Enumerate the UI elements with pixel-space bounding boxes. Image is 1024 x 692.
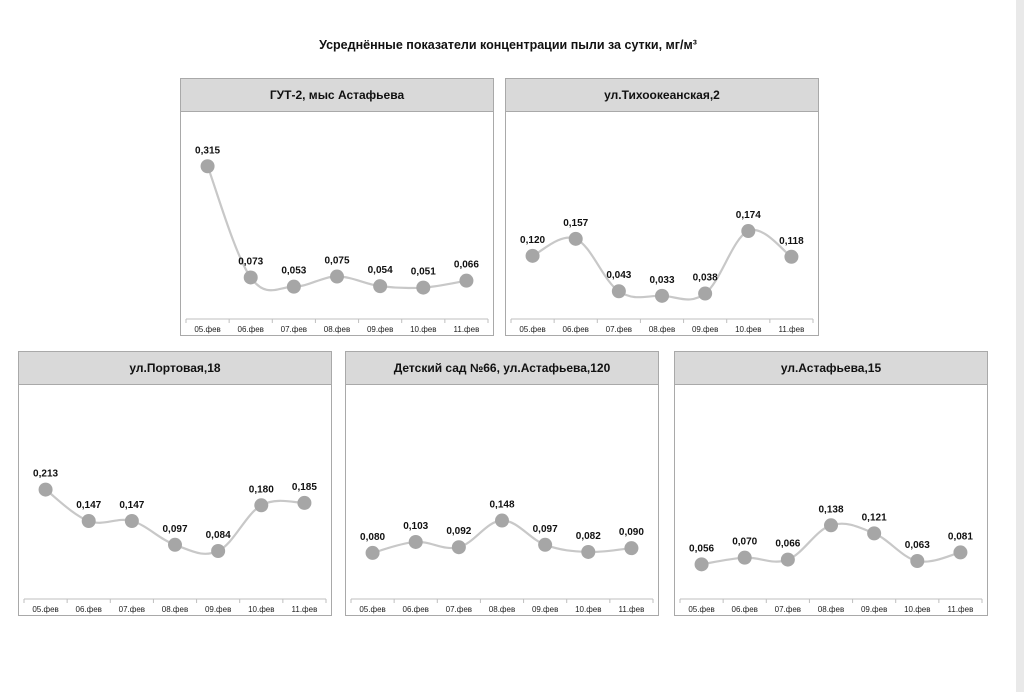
data-point: [244, 270, 258, 284]
chart-plot: [675, 385, 987, 615]
data-label: 0,054: [367, 265, 393, 277]
data-label: 0,033: [649, 274, 675, 286]
category-label: 09.фев: [691, 325, 719, 334]
category-label: 10.фев: [248, 605, 275, 614]
data-point: [459, 274, 473, 288]
data-point: [125, 514, 139, 528]
data-point: [495, 514, 509, 528]
data-point: [409, 535, 423, 549]
data-point: [910, 554, 924, 568]
data-label: 0,063: [904, 540, 930, 551]
chart-plot: [181, 112, 493, 335]
data-point: [366, 546, 380, 560]
data-point: [824, 518, 838, 532]
chart-plot: [506, 112, 818, 335]
category-label: 09.фев: [366, 325, 394, 334]
chart-title: ул.Портовая,18: [19, 352, 331, 385]
chart-panel-tikhookeanskaya: [505, 78, 819, 336]
data-point: [781, 553, 795, 567]
category-label: 07.фев: [445, 605, 473, 614]
category-label: 10.фев: [575, 605, 602, 614]
data-label: 0,056: [689, 543, 715, 555]
chart-title: ул.Тихоокеанская,2: [506, 79, 818, 112]
category-label: 07.фев: [280, 325, 308, 334]
data-point: [452, 540, 466, 554]
data-point: [39, 483, 53, 497]
category-label: 05.фев: [32, 605, 59, 614]
data-point: [581, 545, 595, 559]
data-point: [526, 249, 540, 263]
data-label: 0,070: [732, 536, 758, 548]
category-label: 11.фев: [778, 325, 805, 334]
data-point: [784, 250, 798, 264]
data-point: [416, 281, 430, 295]
category-label: 09.фев: [204, 605, 232, 614]
page-edge-strip: [1016, 0, 1024, 692]
chart-title: ГУТ-2, мыс Астафьева: [181, 79, 493, 112]
chart-plot: [19, 385, 331, 615]
data-label: 0,080: [360, 531, 386, 543]
data-label: 0,148: [489, 499, 515, 511]
data-point: [211, 544, 225, 558]
category-label: 05.фев: [359, 605, 386, 614]
data-label: 0,073: [238, 256, 264, 268]
data-point: [287, 280, 301, 294]
data-label: 0,157: [563, 217, 589, 229]
data-point: [698, 287, 712, 301]
data-label: 0,066: [775, 538, 801, 550]
data-label: 0,084: [205, 530, 231, 541]
data-point: [867, 526, 881, 540]
data-label: 0,066: [453, 259, 479, 271]
data-label: 0,120: [520, 234, 546, 246]
category-label: 11.фев: [453, 325, 480, 334]
category-label: 08.фев: [323, 325, 351, 334]
data-point: [624, 541, 638, 555]
category-label: 08.фев: [648, 325, 676, 334]
data-label: 0,147: [119, 500, 145, 511]
category-label: 11.фев: [291, 605, 318, 614]
category-label: 08.фев: [817, 605, 845, 614]
data-point: [741, 224, 755, 238]
data-label: 0,053: [281, 265, 307, 277]
category-label: 09.фев: [531, 605, 559, 614]
category-label: 07.фев: [118, 605, 146, 614]
data-label: 0,043: [606, 270, 632, 282]
category-label: 08.фев: [161, 605, 189, 614]
data-point: [201, 159, 215, 173]
category-label: 05.фев: [688, 605, 715, 614]
category-label: 05.фев: [194, 325, 221, 334]
category-label: 06.фев: [562, 325, 589, 334]
data-label: 0,315: [195, 145, 221, 157]
data-point: [695, 557, 709, 571]
data-label: 0,090: [618, 527, 644, 539]
data-label: 0,138: [818, 504, 844, 516]
category-label: 06.фев: [731, 605, 758, 614]
category-label: 09.фев: [860, 605, 888, 614]
category-label: 07.фев: [774, 605, 802, 614]
data-label: 0,097: [532, 523, 558, 535]
data-label: 0,213: [33, 468, 59, 480]
category-label: 10.фев: [904, 605, 931, 614]
data-point: [612, 284, 626, 298]
data-point: [538, 538, 552, 552]
chart-panel-astafyeva-15: [674, 351, 988, 616]
category-label: 06.фев: [402, 605, 429, 614]
chart-title: ул.Астафьева,15: [675, 352, 987, 385]
data-label: 0,121: [861, 512, 887, 524]
data-label: 0,097: [162, 523, 188, 535]
category-label: 10.фев: [735, 325, 762, 334]
category-label: 08.фев: [488, 605, 516, 614]
data-label: 0,051: [410, 266, 436, 278]
data-point: [330, 270, 344, 284]
data-point: [168, 538, 182, 552]
page-title: Усреднённые показатели концентрации пыли за сутки, мг/м³: [319, 38, 697, 52]
data-point: [953, 545, 967, 559]
category-label: 10.фев: [410, 325, 437, 334]
category-label: 06.фев: [237, 325, 264, 334]
data-point: [297, 496, 311, 510]
data-label: 0,118: [779, 235, 804, 247]
category-label: 05.фев: [519, 325, 546, 334]
data-label: 0,075: [324, 255, 350, 267]
data-label: 0,082: [575, 530, 601, 542]
chart-panel-portovaya: [18, 351, 332, 616]
data-point: [655, 289, 669, 303]
data-point: [569, 232, 583, 246]
category-label: 11.фев: [947, 605, 974, 614]
data-label: 0,038: [692, 272, 718, 284]
data-point: [82, 514, 96, 528]
data-label: 0,180: [248, 484, 274, 496]
category-label: 07.фев: [605, 325, 633, 334]
data-point: [254, 498, 268, 512]
data-label: 0,185: [291, 481, 317, 493]
category-label: 06.фев: [75, 605, 102, 614]
data-label: 0,081: [947, 531, 973, 543]
chart-panel-kindergarten-66: [345, 351, 659, 616]
category-label: 11.фев: [618, 605, 645, 614]
data-label: 0,174: [735, 210, 761, 222]
data-label: 0,103: [403, 520, 429, 532]
chart-title: Детский сад №66, ул.Астафьева,120: [346, 352, 658, 385]
data-label: 0,147: [76, 500, 102, 511]
data-label: 0,092: [446, 526, 472, 538]
chart-panel-gut2: [180, 78, 494, 336]
chart-plot: [346, 385, 658, 615]
data-point: [373, 279, 387, 293]
data-point: [738, 551, 752, 565]
